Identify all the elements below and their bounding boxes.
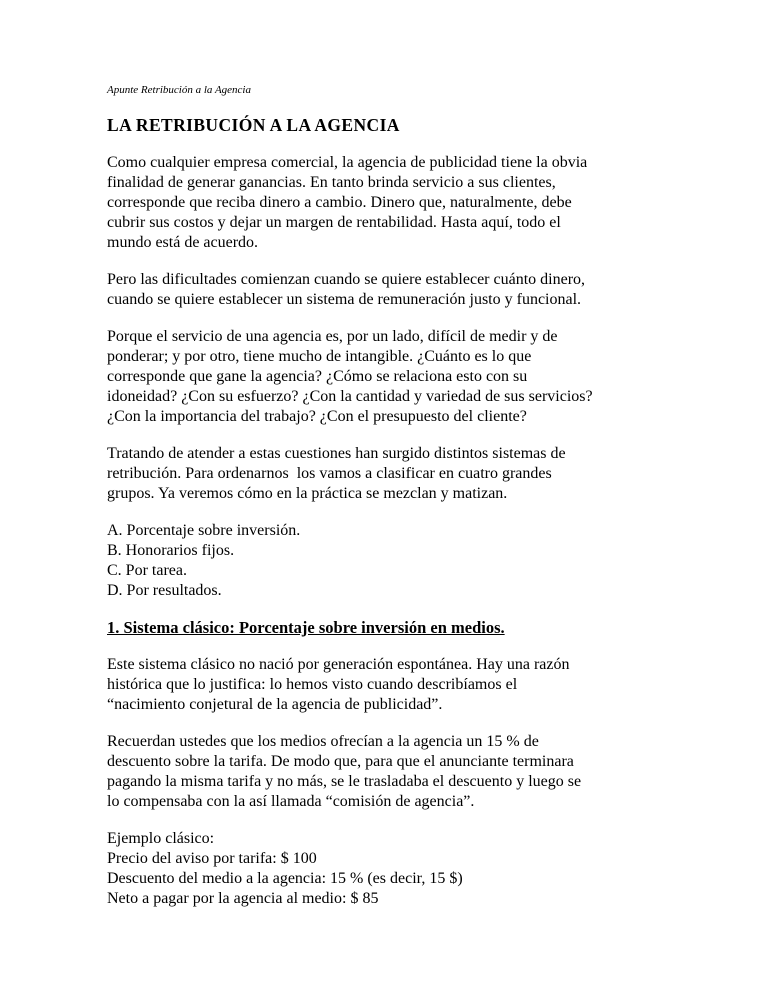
paragraph-history xyxy=(107,655,667,715)
list-item: C. Por tarea. xyxy=(107,562,187,579)
paragraph-intro xyxy=(107,153,667,253)
text-line: corresponde que reciba dinero a cambio. Dinero que, naturalmente, debe xyxy=(107,194,572,211)
paragraph-systems xyxy=(107,444,667,504)
page-title: LA RETRIBUCIÓN A LA AGENCIA xyxy=(107,115,400,135)
text-line: idoneidad? ¿Con su esfuerzo? ¿Con la cantidad y variedad de sus servicios? xyxy=(107,388,593,405)
example-block xyxy=(107,829,667,909)
text-line: histórica que lo justifica: lo hemos visto cuando describíamos el xyxy=(107,676,518,693)
text-line: Recuerdan ustedes que los medios ofrecían a la agencia un 15 % de xyxy=(107,733,539,750)
text-line: lo compensaba con la así llamada “comisión de agencia”. xyxy=(107,793,475,810)
text-line: cuando se quiere establecer un sistema de remuneración justo y funcional. xyxy=(107,291,582,308)
example-line: Descuento del medio a la agencia: 15 % (es decir, 15 $) xyxy=(107,870,463,887)
text-line: Como cualquier empresa comercial, la agencia de publicidad tiene la obvia xyxy=(107,154,588,171)
text-line: finalidad de generar ganancias. En tanto brinda servicio a sus clientes, xyxy=(107,174,556,191)
text-line: cubrir sus costos y dejar un margen de rentabilidad. Hasta aquí, todo el xyxy=(107,214,561,231)
running-head: Apunte Retribución a la Agencia xyxy=(107,84,251,96)
text-line: mundo está de acuerdo. xyxy=(107,234,259,251)
paragraph-questions xyxy=(107,327,667,427)
section-heading: 1. Sistema clásico: Porcentaje sobre inversión en medios. xyxy=(107,618,505,637)
text-line: grupos. Ya veremos cómo en la práctica se mezclan y matizan. xyxy=(107,485,508,502)
paragraph-commission xyxy=(107,732,667,812)
text-line: Pero las dificultades comienzan cuando se quiere establecer cuánto dinero, xyxy=(107,271,586,288)
example-line: Neto a pagar por la agencia al medio: $ 85 xyxy=(107,890,379,907)
text-line: corresponde que gane la agencia? ¿Cómo se relaciona esto con su xyxy=(107,368,528,385)
text-line: ponderar; y por otro, tiene mucho de intangible. ¿Cuánto es lo que xyxy=(107,348,532,365)
example-line: Ejemplo clásico: xyxy=(107,830,215,847)
paragraph-difficulties xyxy=(107,270,667,310)
text-line: “nacimiento conjetural de la agencia de publicidad”. xyxy=(107,696,443,713)
classification-list xyxy=(107,521,667,601)
text-line: descuento sobre la tarifa. De modo que, para que el anunciante terminara xyxy=(107,753,574,770)
text-line: pagando la misma tarifa y no más, se le trasladaba el descuento y luego se xyxy=(107,773,582,790)
text-line: Tratando de atender a estas cuestiones han surgido distintos sistemas de xyxy=(107,445,566,462)
text-line: retribución. Para ordenarnos los vamos a clasificar en cuatro grandes xyxy=(107,465,552,482)
text-line: Este sistema clásico no nació por generación espontánea. Hay una razón xyxy=(107,656,570,673)
list-item: B. Honorarios fijos. xyxy=(107,542,235,559)
text-line: Porque el servicio de una agencia es, por un lado, difícil de medir y de xyxy=(107,328,558,345)
document-content xyxy=(107,84,667,909)
text-line: ¿Con la importancia del trabajo? ¿Con el presupuesto del cliente? xyxy=(107,408,527,425)
list-item: A. Porcentaje sobre inversión. xyxy=(107,522,301,539)
example-line: Precio del aviso por tarifa: $ 100 xyxy=(107,850,317,867)
list-item: D. Por resultados. xyxy=(107,582,222,599)
